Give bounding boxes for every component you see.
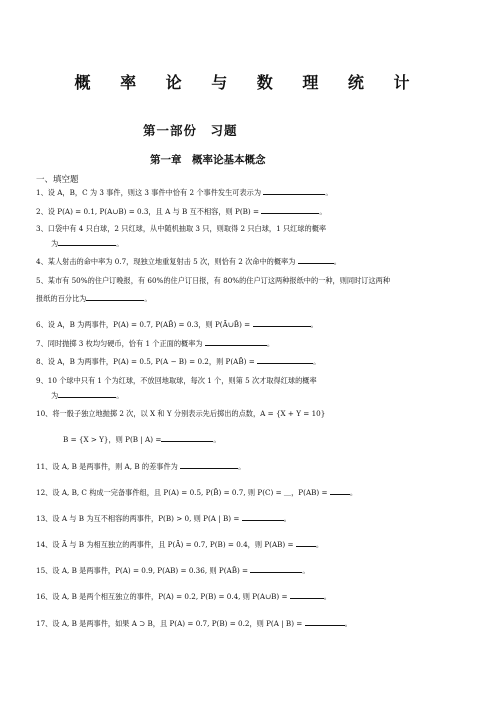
question-5: 5、某市有 50%的住户订晚报，有 60%的住户订日报，有 80%的住户订这两种报纸中的一种，则同时订这两种	[36, 276, 391, 285]
question-12: 12、设 A, B, C 构成一完备事件组，且 P(A) = 0.5, P(B̄) = 0.7, 则 P(C) = ＿，P(AB) = 。	[36, 488, 358, 497]
part-heading: 第一部份 习题	[143, 123, 238, 138]
answer-blank	[290, 590, 324, 599]
question-4: 4、某人射击的命中率为 0.7，现独立地重复射击 5 次，则恰有 2 次命中的概率为 。	[36, 257, 341, 266]
question-13: 13、设 A 与 B 为互不相容的两事件，P(B) > 0, 则 P(A | B) = 。	[36, 514, 291, 523]
section-heading: 一、填空题	[36, 175, 79, 185]
question-15: 15、设 A, B 是两事件，P(A) = 0.9, P(AB) = 0.36, 则 P(AB̄) = 。	[36, 566, 310, 575]
question-3-line2: 为 。	[51, 239, 124, 248]
question-11: 11、设 A, B 是两事件，则 A, B 的差事件为 。	[36, 462, 246, 471]
answer-blank	[161, 433, 213, 442]
answer-blank	[253, 318, 311, 327]
answer-blank	[305, 617, 345, 626]
document-title: 概 率 论 与 数 理 统 计	[74, 73, 422, 92]
question-8: 8、设 A，B 为两事件，P(A) = 0.5, P(A − B) = 0.2，则 P(AB̄) = 。	[36, 357, 321, 366]
answer-blank	[250, 564, 302, 573]
question-7: 7、同时抛掷 3 枚均匀硬币，恰有 1 个正面的概率为 。	[36, 339, 275, 348]
question-9-line2: 为 。	[51, 391, 124, 400]
answer-blank	[296, 538, 316, 547]
answer-blank	[261, 205, 319, 214]
question-2: 2、设 P(A) = 0.1, P(A∪B) = 0.3，且 A 与 B 互不相容，则 P(B) = 。	[36, 207, 327, 216]
question-3: 3、口袋中有 4 只白球，2 只红球，从中随机抽取 3 只，则取得 2 只白球，1 只红球的概率	[36, 224, 327, 233]
answer-blank	[205, 337, 267, 346]
answer-blank	[58, 237, 116, 246]
chapter-heading: 第一章 概率论基本概念	[150, 154, 266, 166]
question-16: 16、设 A, B 是两个相互独立的事件，P(A) = 0.2, P(B) = 0.4, 则 P(A∪B) = 。	[36, 592, 331, 601]
answer-blank	[180, 460, 238, 469]
answer-blank	[58, 389, 116, 398]
question-9: 9、10 个球中只有 1 个为红球，不放回地取球，每次 1 个，则第 5 次才取得红球的概率	[36, 376, 317, 385]
question-5-line2: 报纸的百分比为 。	[36, 294, 152, 303]
answer-blank	[257, 355, 313, 364]
question-17: 17、设 A, B 是两事件，如果 A ⊃ B，且 P(A) = 0.7, P(B) = 0.2，则 P(A | B) = 。	[36, 619, 352, 628]
question-14: 14、设 Ā 与 B 为相互独立的两事件，且 P(Ā) = 0.7, P(B) = 0.4，则 P(AB) = 。	[36, 540, 324, 549]
question-10: 10、将一骰子独立地抛掷 2 次，以 X 和 Y 分别表示先后掷出的点数，A = {X + Y = 10}	[36, 409, 326, 418]
question-1: 1、设 A，B，C 为 3 事件，则这 3 事件中恰有 2 个事件发生可表示为 。	[36, 188, 333, 197]
answer-blank	[298, 255, 334, 264]
answer-blank	[242, 512, 284, 521]
question-6: 6、设 A，B 为两事件，P(A) = 0.7, P(AB̄) = 0.3，则 P(Ā∪B̄) = 。	[36, 320, 318, 329]
answer-blank	[86, 292, 144, 301]
question-10-line2: B = {X > Y}，则 P(B | A) = 。	[63, 435, 221, 444]
answer-blank	[263, 186, 325, 195]
answer-blank	[330, 486, 350, 495]
